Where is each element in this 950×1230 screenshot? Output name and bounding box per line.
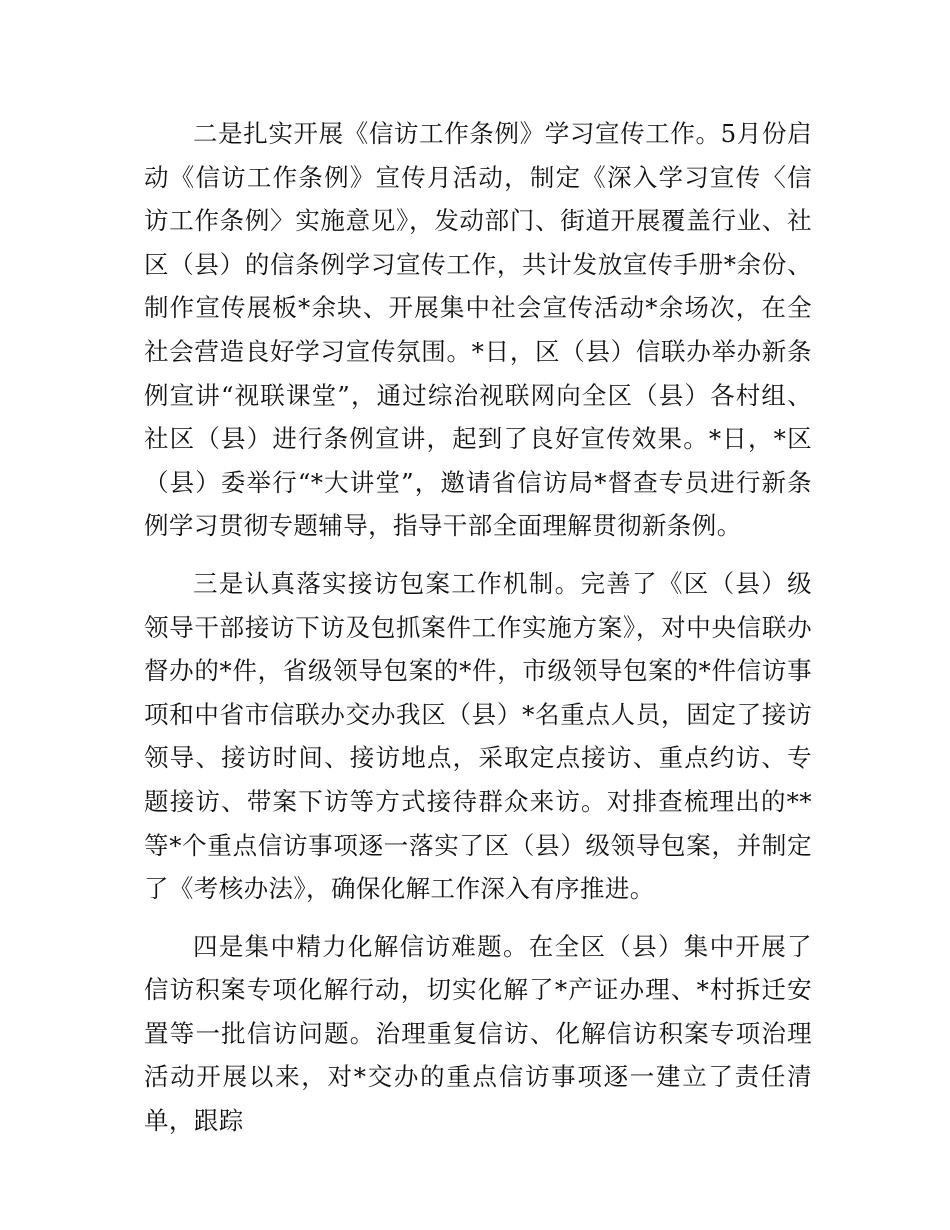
paragraph-petition-regulation-publicity: 二是扎实开展《信访工作条例》学习宣传工作。5月份启动《信访工作条例》宣传月活动，制定《深入学习宣传〈信访工作条例〉实施意见》，发动部门、街道开展覆盖行业、社区（县）的信条例学习宣传工作，共计发放宣传手册*余份、制作宣传展板*余块、开展集中社会宣传活动*余场次，在全社会营造良好学习宣传氛围。*日，区（县）信联办举办新条例宣讲“视联课堂”，通过综治视联网向全区（县）各村组、社区（县）进行条例宣讲，起到了良好宣传效果。*日，*区（县）委举行“*大讲堂”，邀请省信访局*督查专员进行新条例学习贯彻专题辅导，指导干部全面理解贯彻新条例。: [144, 119, 812, 541]
document-body: [144, 112, 812, 1157]
paragraph-reception-case-mechanism: 三是认真落实接访包案工作机制。完善了《区（县）级领导干部接访下访及包抓案件工作实施方案》，对中央信联办督办的*件，省级领导包案的*件，市级领导包案的*件信访事项和中省市信联办交办我区（县）*名重点人员，固定了接访领导、接访时间、接访地点，采取定点接访、重点约访、专题接访、带案下访等方式接待群众来访。对排查梳理出的**等*个重点信访事项逐一落实了区（县）级领导包案，并制定了《考核办法》，确保化解工作深入有序推进。: [144, 568, 812, 904]
paragraph-resolve-petition-problems: 四是集中精力化解信访难题。在全区（县）集中开展了信访积案专项化解行动，切实化解了*产证办理、*村拆迁安置等一批信访问题。治理重复信访、化解信访积案专项治理活动开展以来，对*交办的重点信访事项逐一建立了责任清单，跟踪: [144, 931, 812, 1136]
